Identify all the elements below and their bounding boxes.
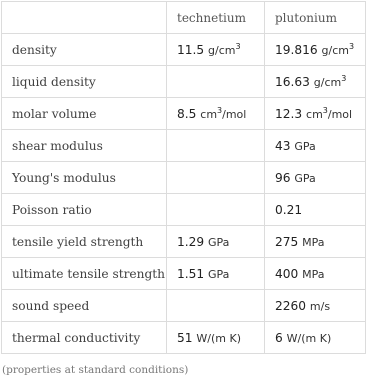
plutonium-value-cell <box>265 130 366 162</box>
technetium-value-cell <box>167 98 265 130</box>
technetium-value-cell <box>167 258 265 290</box>
value-unit: GPa <box>208 235 230 249</box>
row-label: density <box>2 34 167 66</box>
value-number: 12.3 <box>275 106 303 121</box>
table-row <box>2 34 366 66</box>
table-row <box>2 130 366 162</box>
value-unit: cm <box>306 107 323 121</box>
plutonium-value-cell <box>265 66 366 98</box>
value-unit-tail: /mol <box>222 107 247 121</box>
table-body <box>2 34 366 354</box>
footnote: (properties at standard conditions) <box>2 364 189 376</box>
row-label: sound speed <box>2 290 167 322</box>
value-number: 11.5 <box>177 42 205 57</box>
value-number: 1.29 <box>177 234 205 249</box>
table-row <box>2 258 366 290</box>
row-label: ultimate tensile strength <box>2 258 167 290</box>
row-label: liquid density <box>2 66 167 98</box>
technetium-value-cell <box>167 130 265 162</box>
row-label: tensile yield strength <box>2 226 167 258</box>
value-number: 0.21 <box>275 202 303 217</box>
table-row <box>2 322 366 354</box>
plutonium-value-cell <box>265 322 366 354</box>
plutonium-value-cell <box>265 258 366 290</box>
value-unit: m/s <box>309 299 331 313</box>
table-row <box>2 226 366 258</box>
value-unit: GPa <box>294 171 316 185</box>
value-number: 43 <box>275 138 291 153</box>
value-unit: cm <box>200 107 218 121</box>
value-unit: g/cm <box>321 43 349 57</box>
header-row <box>2 2 366 34</box>
row-label: Poisson ratio <box>2 194 167 226</box>
technetium-value-cell <box>167 290 265 322</box>
plutonium-value-cell <box>265 194 366 226</box>
value-unit: MPa <box>302 267 325 281</box>
row-label: Young's modulus <box>2 162 167 194</box>
plutonium-value-cell <box>265 98 366 130</box>
plutonium-value-cell <box>265 34 366 66</box>
plutonium-value-cell <box>265 226 366 258</box>
table-row <box>2 66 366 98</box>
unit-exponent: 3 <box>341 73 347 83</box>
technetium-value-cell <box>167 66 265 98</box>
value-unit: MPa <box>302 235 325 249</box>
value-number: 19.816 <box>275 42 318 57</box>
technetium-value-cell <box>167 162 265 194</box>
header-empty-cell <box>2 2 167 34</box>
technetium-value-cell <box>167 322 265 354</box>
value-number: 275 <box>275 234 299 249</box>
value-number: 96 <box>275 170 291 185</box>
value-number: 8.5 <box>177 106 197 121</box>
value-unit: g/cm <box>208 43 236 57</box>
value-number: 2260 <box>275 298 307 313</box>
plutonium-value-cell <box>265 290 366 322</box>
row-label: molar volume <box>2 98 167 130</box>
value-number: 1.51 <box>177 266 205 281</box>
plutonium-value-cell <box>265 162 366 194</box>
technetium-value-cell <box>167 226 265 258</box>
properties-table <box>1 1 366 354</box>
unit-exponent: 3 <box>348 41 355 51</box>
value-number: 16.63 <box>275 74 310 89</box>
unit-exponent: 3 <box>322 105 328 115</box>
header-plutonium: plutonium <box>265 2 366 34</box>
technetium-value-cell <box>167 194 265 226</box>
technetium-value-cell <box>167 34 265 66</box>
value-unit: GPa <box>294 139 316 153</box>
value-number: 6 <box>275 330 283 345</box>
table-row <box>2 290 366 322</box>
row-label: shear modulus <box>2 130 167 162</box>
value-unit: W/(m K) <box>286 331 332 345</box>
value-number: 400 <box>275 266 299 281</box>
unit-exponent: 3 <box>217 105 223 115</box>
value-unit: W/(m K) <box>196 331 241 345</box>
table-row <box>2 194 366 226</box>
row-label: thermal conductivity <box>2 322 167 354</box>
table-row <box>2 98 366 130</box>
unit-exponent: 3 <box>235 41 241 51</box>
value-unit: g/cm <box>313 75 342 89</box>
value-number: 51 <box>177 330 193 345</box>
header-technetium: technetium <box>167 2 265 34</box>
table-row <box>2 162 366 194</box>
value-unit-tail: /mol <box>327 107 353 121</box>
value-unit: GPa <box>208 267 230 281</box>
